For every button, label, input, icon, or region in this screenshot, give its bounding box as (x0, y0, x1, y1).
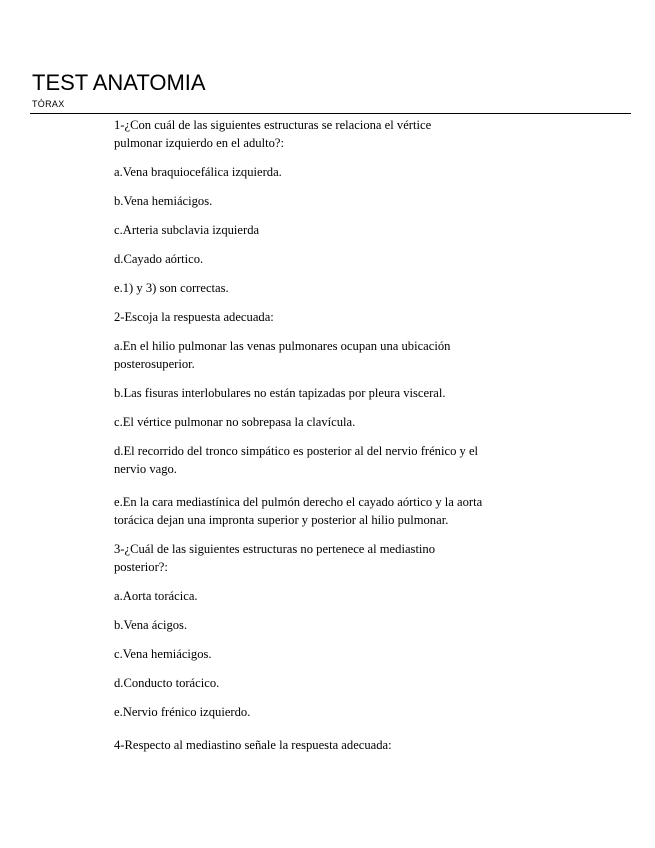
section-subtitle: TÓRAX (32, 99, 65, 109)
question-2-stem (114, 308, 534, 326)
question-line: 1-¿Con cuál de las siguientes estructuras se relaciona el vértice (114, 118, 432, 132)
option-line: e.1) y 3) son correctas. (114, 281, 229, 295)
option-line: a.Aorta torácica. (114, 589, 198, 603)
question-3-option-b (114, 616, 534, 634)
option-line: d.Conducto torácico. (114, 676, 220, 690)
option-line: e.Nervio frénico izquierdo. (114, 705, 251, 719)
option-line: c.El vértice pulmonar no sobrepasa la clavícula. (114, 415, 356, 429)
option-line: c.Arteria subclavia izquierda (114, 223, 260, 237)
option-line: c.Vena hemiácigos. (114, 647, 212, 661)
question-3-option-a (114, 587, 534, 605)
option-line: nervio vago. (114, 462, 177, 476)
page-title: TEST ANATOMIA (32, 70, 206, 95)
option-line: b.Las fisuras interlobulares no están tapizadas por pleura visceral. (114, 386, 446, 400)
question-1-option-b (114, 192, 534, 210)
question-1-option-d (114, 250, 534, 268)
question-2-option-c (114, 413, 534, 431)
question-1-option-e (114, 279, 534, 297)
question-3-option-d (114, 674, 534, 692)
option-line: b.Vena hemiácigos. (114, 194, 213, 208)
option-line: d.El recorrido del tronco simpático es posterior al del nervio frénico y el (114, 444, 479, 458)
question-3-option-c (114, 645, 534, 663)
option-line: torácica dejan una impronta superior y posterior al hilio pulmonar. (114, 513, 449, 527)
question-line: pulmonar izquierdo en el adulto?: (114, 136, 284, 150)
option-line: a.Vena braquiocefálica izquierda. (114, 165, 282, 179)
question-2-option-d (114, 442, 534, 478)
question-1-stem (114, 116, 534, 152)
question-2-option-e (114, 493, 534, 529)
question-1-option-a (114, 163, 534, 181)
question-1-option-c (114, 221, 534, 239)
question-line: 4-Respecto al mediastino señale la respuesta adecuada: (114, 738, 392, 752)
option-line: d.Cayado aórtico. (114, 252, 204, 266)
option-line: a.En el hilio pulmonar las venas pulmonares ocupan una ubicación (114, 339, 451, 353)
option-line: e.En la cara mediastínica del pulmón derecho el cayado aórtico y la aorta (114, 495, 483, 509)
question-line: 2-Escoja la respuesta adecuada: (114, 310, 274, 324)
question-line: posterior?: (114, 560, 168, 574)
option-line: b.Vena ácigos. (114, 618, 188, 632)
option-line: posterosuperior. (114, 357, 195, 371)
questions-body (114, 116, 534, 765)
question-2-option-b (114, 384, 534, 402)
question-2-option-a (114, 337, 534, 373)
question-4-stem (114, 736, 534, 754)
question-line: 3-¿Cuál de las siguientes estructuras no pertenece al mediastino (114, 542, 436, 556)
question-3-option-e (114, 703, 534, 721)
question-3-stem (114, 540, 534, 576)
header-divider (30, 113, 631, 114)
